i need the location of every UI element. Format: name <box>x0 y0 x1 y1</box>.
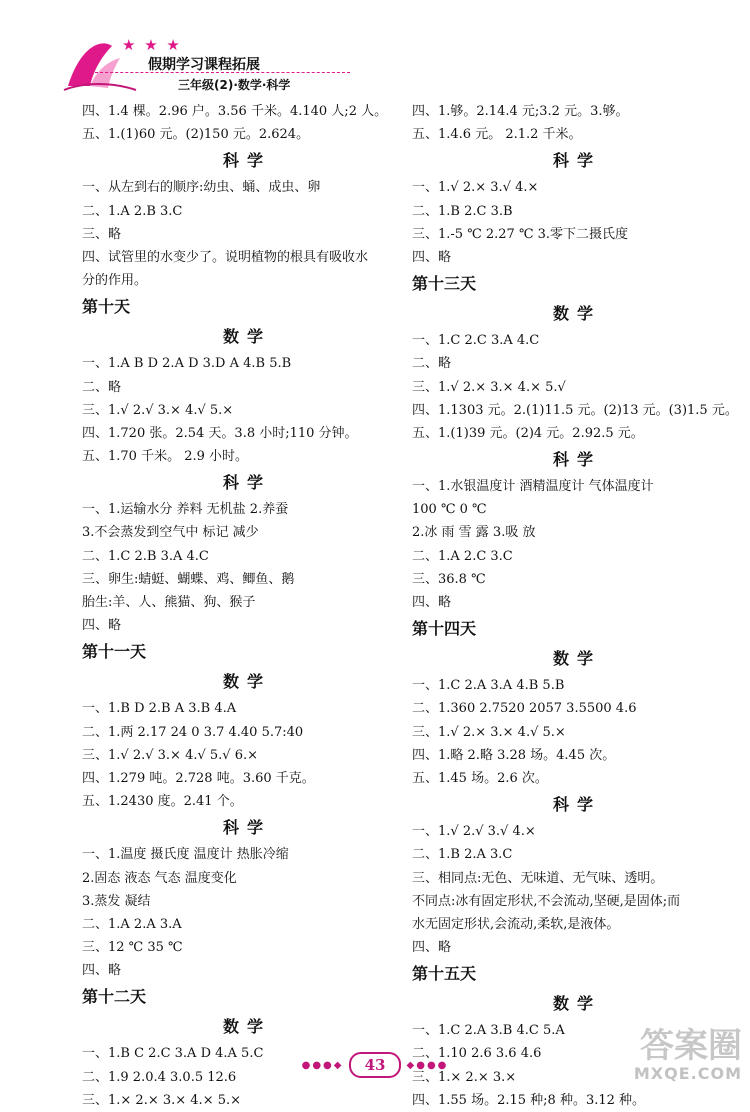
answer-line: 二、略 <box>82 379 122 395</box>
answer-line: 二、1.B 2.A 3.C <box>412 847 513 863</box>
answer-line: 五、1.70 千米。 2.9 小时。 <box>82 449 249 465</box>
answer-line: 四、1.279 吨。2.728 吨。3.60 千克。 <box>82 770 315 786</box>
answer-line: 三、1.× 2.× 3.× <box>412 1069 517 1085</box>
answer-line: 四、略 <box>82 963 122 979</box>
book-title: 假期学习课程拓展 <box>148 57 260 73</box>
answer-line: 100 ℃ 0 ℃ <box>412 502 487 518</box>
answer-line: 二、1.360 2.7520 2057 3.5500 4.6 <box>412 701 637 717</box>
subject-heading: 科学 <box>222 473 271 493</box>
answer-line: 四、略 <box>82 618 122 634</box>
answer-line: 四、略 <box>412 249 452 265</box>
answer-line: 五、1.(1)39 元。(2)4 元。2.92.5 元。 <box>412 425 644 441</box>
answer-line: 四、略 <box>412 595 452 610</box>
answer-line: 四、1.720 张。2.54 天。3.8 小时;110 分钟。 <box>82 425 358 441</box>
answer-line: 三、1.√ 2.√ 3.× 4.√ 5.√ 6.× <box>82 747 259 763</box>
answer-line: 四、1.55 场。2.15 种;8 种。3.12 种。 <box>412 1092 646 1108</box>
answer-line: 四、1.够。2.14.4 元;3.2 元。3.够。 <box>412 104 629 119</box>
subject-heading: 科学 <box>222 151 271 171</box>
answer-line: 二、1.B 2.C 3.B <box>412 203 513 219</box>
right-column <box>412 100 742 1112</box>
answer-line: 二、1.A 2.C 3.C <box>412 548 513 564</box>
subject-heading: 数学 <box>222 1017 271 1037</box>
day-heading: 第十四天 <box>412 619 477 639</box>
subject-heading: 科学 <box>222 818 271 838</box>
answer-line: 水无固定形状,会流动,柔软,是液体。 <box>412 916 620 932</box>
page-number: 43 <box>349 1052 402 1078</box>
answer-line: 一、1.水银温度计 酒精温度计 气体温度计 <box>412 479 654 495</box>
answer-line: 五、1.45 场。2.6 次。 <box>412 770 548 786</box>
answer-line: 一、1.运输水分 养料 无机盐 2.养蚕 <box>82 502 289 518</box>
answer-line: 五、1.4.6 元。 2.1.2 千米。 <box>412 127 582 143</box>
answer-line: 三、1.× 2.× 3.× 4.× 5.× <box>82 1092 242 1108</box>
answer-line: 四、试管里的水变少了。说明植物的根具有吸收水 <box>82 249 369 265</box>
answer-line: 胎生:羊、人、熊猫、狗、猴子 <box>82 595 256 610</box>
answer-line: 一、1.A B D 2.A D 3.D A 4.B 5.B <box>82 356 292 372</box>
answer-line: 一、1.√ 2.√ 3.√ 4.× <box>412 824 536 840</box>
answer-line: 三、相同点:无色、无味道、无气味、透明。 <box>412 870 664 886</box>
answer-line: 2.固态 液态 气态 温度变化 <box>82 870 237 886</box>
footer-dots-left: ●●●◆ <box>301 1060 344 1071</box>
answer-line: 三、1.-5 ℃ 2.27 ℃ 3.零下二摄氏度 <box>412 226 629 242</box>
answer-line: 五、1.2430 度。2.41 个。 <box>82 794 243 810</box>
answer-line: 一、1.C 2.C 3.A 4.C <box>412 333 540 349</box>
book-subtitle: 三年级(2)·数学·科学 <box>178 78 291 92</box>
stars-decoration: ★ ★ ★ <box>122 36 182 54</box>
answer-line: 2.冰 雨 雪 露 3.吸 放 <box>412 525 536 541</box>
answer-line: 二、1.10 2.6 3.6 4.6 <box>412 1046 542 1062</box>
day-heading: 第十天 <box>82 297 131 317</box>
subject-heading: 数学 <box>222 672 271 692</box>
page-header <box>60 28 350 98</box>
day-heading: 第十二天 <box>82 987 147 1007</box>
subject-heading: 科学 <box>552 151 601 171</box>
answer-line: 一、1.B C 2.C 3.A D 4.A 5.C <box>82 1046 264 1062</box>
subject-heading: 数学 <box>222 327 271 347</box>
subject-heading: 科学 <box>552 795 601 815</box>
answer-line: 一、1.温度 摄氏度 温度计 热胀冷缩 <box>82 847 289 863</box>
answer-line: 二、略 <box>412 356 452 372</box>
subject-heading: 科学 <box>552 450 601 470</box>
answer-line: 三、1.√ 2.× 3.× 4.× 5.√ <box>412 379 566 395</box>
answer-line: 三、1.√ 2.× 3.× 4.√ 5.× <box>412 724 566 740</box>
left-column <box>82 100 412 1112</box>
answer-line: 不同点:冰有固定形状,不会流动,坚硬,是固体;而 <box>412 893 681 909</box>
subject-heading: 数学 <box>552 994 601 1014</box>
footer-dots-right: ◆●●● <box>406 1060 449 1071</box>
subject-heading: 数学 <box>552 649 601 669</box>
answer-line: 四、1.1303 元。2.(1)11.5 元。(2)13 元。(3)1.5 元。 <box>412 402 738 418</box>
answer-line: 三、12 ℃ 35 ℃ <box>82 940 183 956</box>
answer-line: 二、1.9 2.0.4 3.0.5 12.6 <box>82 1069 237 1085</box>
answer-line: 三、36.8 ℃ <box>412 571 486 587</box>
answer-line: 四、1.4 棵。2.96 户。3.56 千米。4.140 人;2 人。 <box>82 104 388 119</box>
day-heading: 第十一天 <box>82 642 147 662</box>
answer-line: 二、1.A 2.A 3.A <box>82 916 182 932</box>
answer-line: 一、1.C 2.A 3.A 4.B 5.B <box>412 678 565 694</box>
answer-line: 3.不会蒸发到空气中 标记 减少 <box>82 525 259 541</box>
subject-heading: 数学 <box>552 304 601 324</box>
watermark-logo: 答案圈 <box>640 1026 742 1066</box>
answer-line: 三、略 <box>82 226 122 242</box>
watermark <box>634 1028 742 1083</box>
day-heading: 第十三天 <box>412 274 477 294</box>
answer-line: 一、1.√ 2.× 3.√ 4.× <box>412 180 539 196</box>
answer-line: 一、1.C 2.A 3.B 4.C 5.A <box>412 1023 565 1039</box>
answer-line: 四、1.略 2.略 3.28 场。4.45 次。 <box>412 747 616 763</box>
watermark-url: MXQE.COM <box>633 1064 742 1083</box>
answer-line: 二、1.A 2.B 3.C <box>82 203 183 219</box>
answer-line: 二、1.两 2.17 24 0 3.7 4.40 5.7:40 <box>82 724 304 740</box>
answer-line: 一、1.B D 2.B A 3.B 4.A <box>82 701 237 717</box>
answer-line: 二、1.C 2.B 3.A 4.C <box>82 548 209 564</box>
day-heading: 第十五天 <box>412 964 477 984</box>
answer-line: 一、从左到右的顺序:幼虫、蛹、成虫、卵 <box>82 180 321 196</box>
answer-line: 五、1.(1)60 元。(2)150 元。2.624。 <box>82 127 310 143</box>
answer-line: 3.蒸发 凝结 <box>82 893 151 909</box>
answer-line: 三、1.√ 2.√ 3.× 4.√ 5.× <box>82 402 234 418</box>
answer-line: 四、略 <box>412 940 452 956</box>
answer-line: 分的作用。 <box>82 273 148 289</box>
answer-line: 三、卵生:蜻蜓、蝴蝶、鸡、鲫鱼、鹅 <box>82 571 295 587</box>
